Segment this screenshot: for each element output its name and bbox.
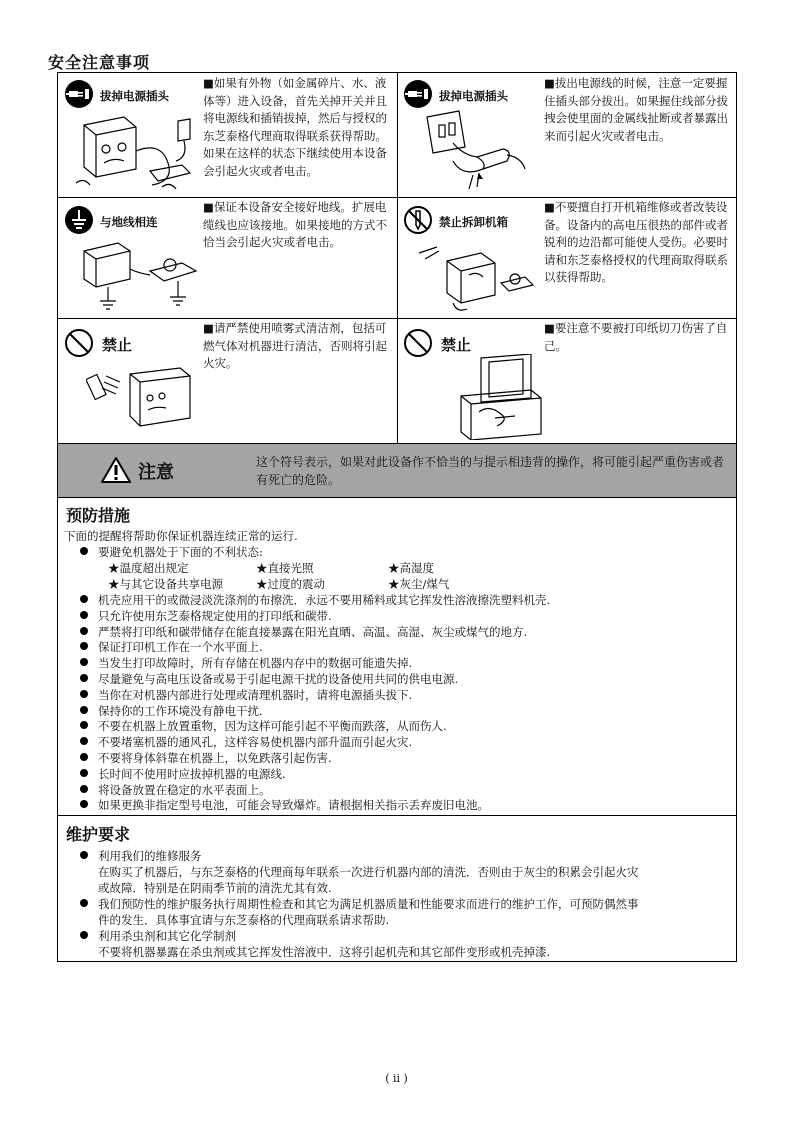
warning-text: ■要注意不要被打印纸切刀伤害了自己。	[544, 321, 728, 353]
warning-cell-cutter	[397, 318, 736, 443]
warning-cell-no-disassembly	[397, 197, 736, 318]
warning-cell-unplug	[58, 73, 397, 197]
caution-banner	[58, 443, 736, 498]
prevention-title: 预防措施	[66, 506, 131, 525]
ground-icon	[64, 205, 94, 235]
condition-item: ★过度的震动	[256, 577, 325, 591]
printer-fault-illustration	[66, 111, 202, 193]
printer-cutter-illustration	[445, 354, 545, 440]
warning-cell-unplug-grip	[397, 73, 736, 197]
warning-triangle-icon	[100, 456, 132, 484]
paragraph-line: 或故障．特别是在阴雨季节前的清洗尤其有效.	[98, 881, 332, 895]
paragraph-line: 在购买了机器后，与东芝泰格的代理商每年联系一次进行机器内部的清洗．否则由于灰尘的积累会引起火灾	[98, 865, 639, 879]
grounded-printer-illustration	[78, 239, 204, 315]
warning-label: 拔掉电源插头	[100, 89, 169, 103]
warning-cell-ground	[58, 197, 397, 318]
warning-label: 禁止	[441, 336, 472, 354]
spray-cleaner-illustration	[86, 362, 196, 438]
hand-pulling-plug-illustration	[417, 109, 527, 193]
warning-text: ■如果有外物（如金属碎片、水、液体等）进入设备，首先关掉开关并且将电源线和插销拔掉，然后与授权的东芝泰格代理商取得联系获得帮助。如果在这样的状态下继续使用本设备会引起火灾或者电击。	[203, 76, 387, 178]
prohibited-icon	[403, 328, 433, 358]
opened-printer-illustration	[417, 237, 535, 317]
warning-label: 禁止拆卸机箱	[439, 215, 508, 229]
warning-text: ■拔出电源线的时候，注意一定要握住插头部分拔出。如果握住线部分拔拽会使里面的金属线扯断或者暴露出来而引起火灾或者电击。	[544, 76, 728, 143]
warning-label: 禁止	[102, 336, 133, 354]
warning-label: 拔掉电源插头	[439, 89, 508, 103]
caution-label: 注意	[138, 462, 174, 483]
section-divider	[58, 815, 736, 816]
warning-text: ■不要擅自打开机箱维修或者改装设备。设备内的高电压很热的部件或者锐利的边沿都可能使人受伤。必要时请和东芝泰格授权的代理商取得联系以获得帮助。	[544, 200, 728, 284]
warning-label: 与地线相连	[100, 215, 158, 229]
prevention-intro: 下面的提醒将帮助你保证机器连续正常的运行.	[64, 529, 298, 543]
condition-item: ★直接光照	[256, 561, 314, 575]
condition-item: ★与其它设备共享电源	[108, 577, 223, 591]
maintenance-title: 维护要求	[66, 825, 131, 844]
page-number: ( ii )	[385, 1072, 408, 1085]
condition-item: ★高湿度	[388, 561, 434, 575]
warning-text: ■请严禁使用喷雾式清洁剂，包括可燃气体对机器进行清洁，否则将引起火灾。	[203, 321, 387, 370]
paragraph-line: 不要将机器暴露在杀虫剂或其它挥发性溶液中．这将引起机壳和其它部件变形或机壳掉漆.	[98, 945, 551, 959]
prohibited-icon	[64, 328, 94, 358]
warning-text: ■保证本设备安全接好地线。扩展电缆线也应该接地。如果接地的方式不恰当会引起火灾或者电击。	[203, 200, 387, 249]
page-title: 安全注意事项	[48, 53, 151, 72]
caution-text: 这个符号表示，如果对此设备作不恰当的与提示相违背的操作，将可能引起严重伤害或者有死亡的危险。	[256, 455, 725, 487]
unplug-icon	[64, 79, 94, 109]
paragraph-line: 件的发生．具体事宜请与东芝泰格的代理商联系请求帮助.	[98, 913, 390, 927]
unplug-icon	[403, 79, 433, 109]
warning-cell-no-spray	[58, 318, 397, 443]
no-disassembly-icon	[403, 205, 433, 235]
condition-item: ★温度超出规定	[108, 561, 189, 575]
condition-item: ★灰尘/煤气	[388, 577, 450, 591]
content-frame: 拔掉电源插头 ■如果有外物（如金属碎片、水、液体等）进入设备，首先关掉开关并且将电源线和插销拔掉，然后与授权的东芝泰格代理商取得联系获得帮助。如果在这样的状态下继续使用本设备会引起火灾或者电击。 拔掉电源插头 ■拔出电源线的时候，注意一定要握住插头部分拔出。如果握住线部分拔拽会使里面的金属线扯断或者暴露出来而引起火灾或者电击。 与地线相连 ■保证本设备安全接好地线。扩展电缆线也应该接地。如果接地的方式不恰当会引起火灾或者电击。 禁止拆卸机箱 ■不要擅自打开机箱维修或者改装设备。设备内的高电压很热的部件或者锐利的边沿都可能使人受伤。必要时请和东芝泰格授权的代理商取得联系以获得帮助。 禁止 ■请严禁使用喷雾式清洁剂，包括可燃气体对机器进行清洁，否则将引起火灾。 禁止 ■要注意不要被打印纸切刀伤害了自己。 注意 这个符号表示，如果对此设备作不恰当的与提示相违背的操作，将可能引起严重伤害或者有死亡的危险。 预防措施 下面的提醒将帮助你保证机器连续正常的运行. 要避免机器处于下面的不利状态: ★温度超出规定 ★直接光照 ★高湿度 ★与其它设备共享电源 ★过度的震动 ★灰尘/煤气 机壳应用干的或微浸淡洗涤剂的布擦洗．永远不要用稀料或其它挥发性溶液擦洗塑料机壳. 只允许使用东芝泰格规定使用的打印纸和碳带. 严禁将打印纸和碳带储存在能直接暴露在阳光直晒、高温、高湿、灰尘或煤气的地方. 保证打印机工作在一个水平面上. 当发生打印故障时，所有存储在机器内存中的数据可能遗失掉. 尽量避免与高电压设备或易于引起电源干扰的设备使用共同的供电电源. 当你在对机器内部进行处理或清理机器时，请将电源插头拔下. 保持你的工作环境没有静电干扰. 不要在机器上放置重物，因为这样可能引起不平衡而跌落，从而伤人. 不要堵塞机器的通风孔，这样容易使机器内部升温而引起火灾. 不要将身体斜靠在机器上，以免跌落引起伤害. 长时间不使用时应拔掉机器的电源线. 将设备放置在稳定的水平表面上。 如果更换非指定型号电池，可能会导致爆炸。请根据相关指示丢弃废旧电池。 维护要求 利用我们的维修服务 在购买了机器后，与东芝泰格的代理商每年联系一次进行机器内部的清洗．否则由于灰尘的积累会引起火灾 或故障．特别是在阴雨季节前的清洗尤其有效. 我们预防性的维护服务执行周期性检查和其它为满足机器质量和性能要求而进行的维护工作，可预防偶然事 件的发生．具体事宜请与东芝泰格的代理商联系请求帮助. 利用杀虫剂和其它化学制剂 不要将机器暴露在杀虫剂或其它挥发性溶液中．这将引起机壳和其它部件变形或机壳掉漆.	[57, 72, 737, 962]
